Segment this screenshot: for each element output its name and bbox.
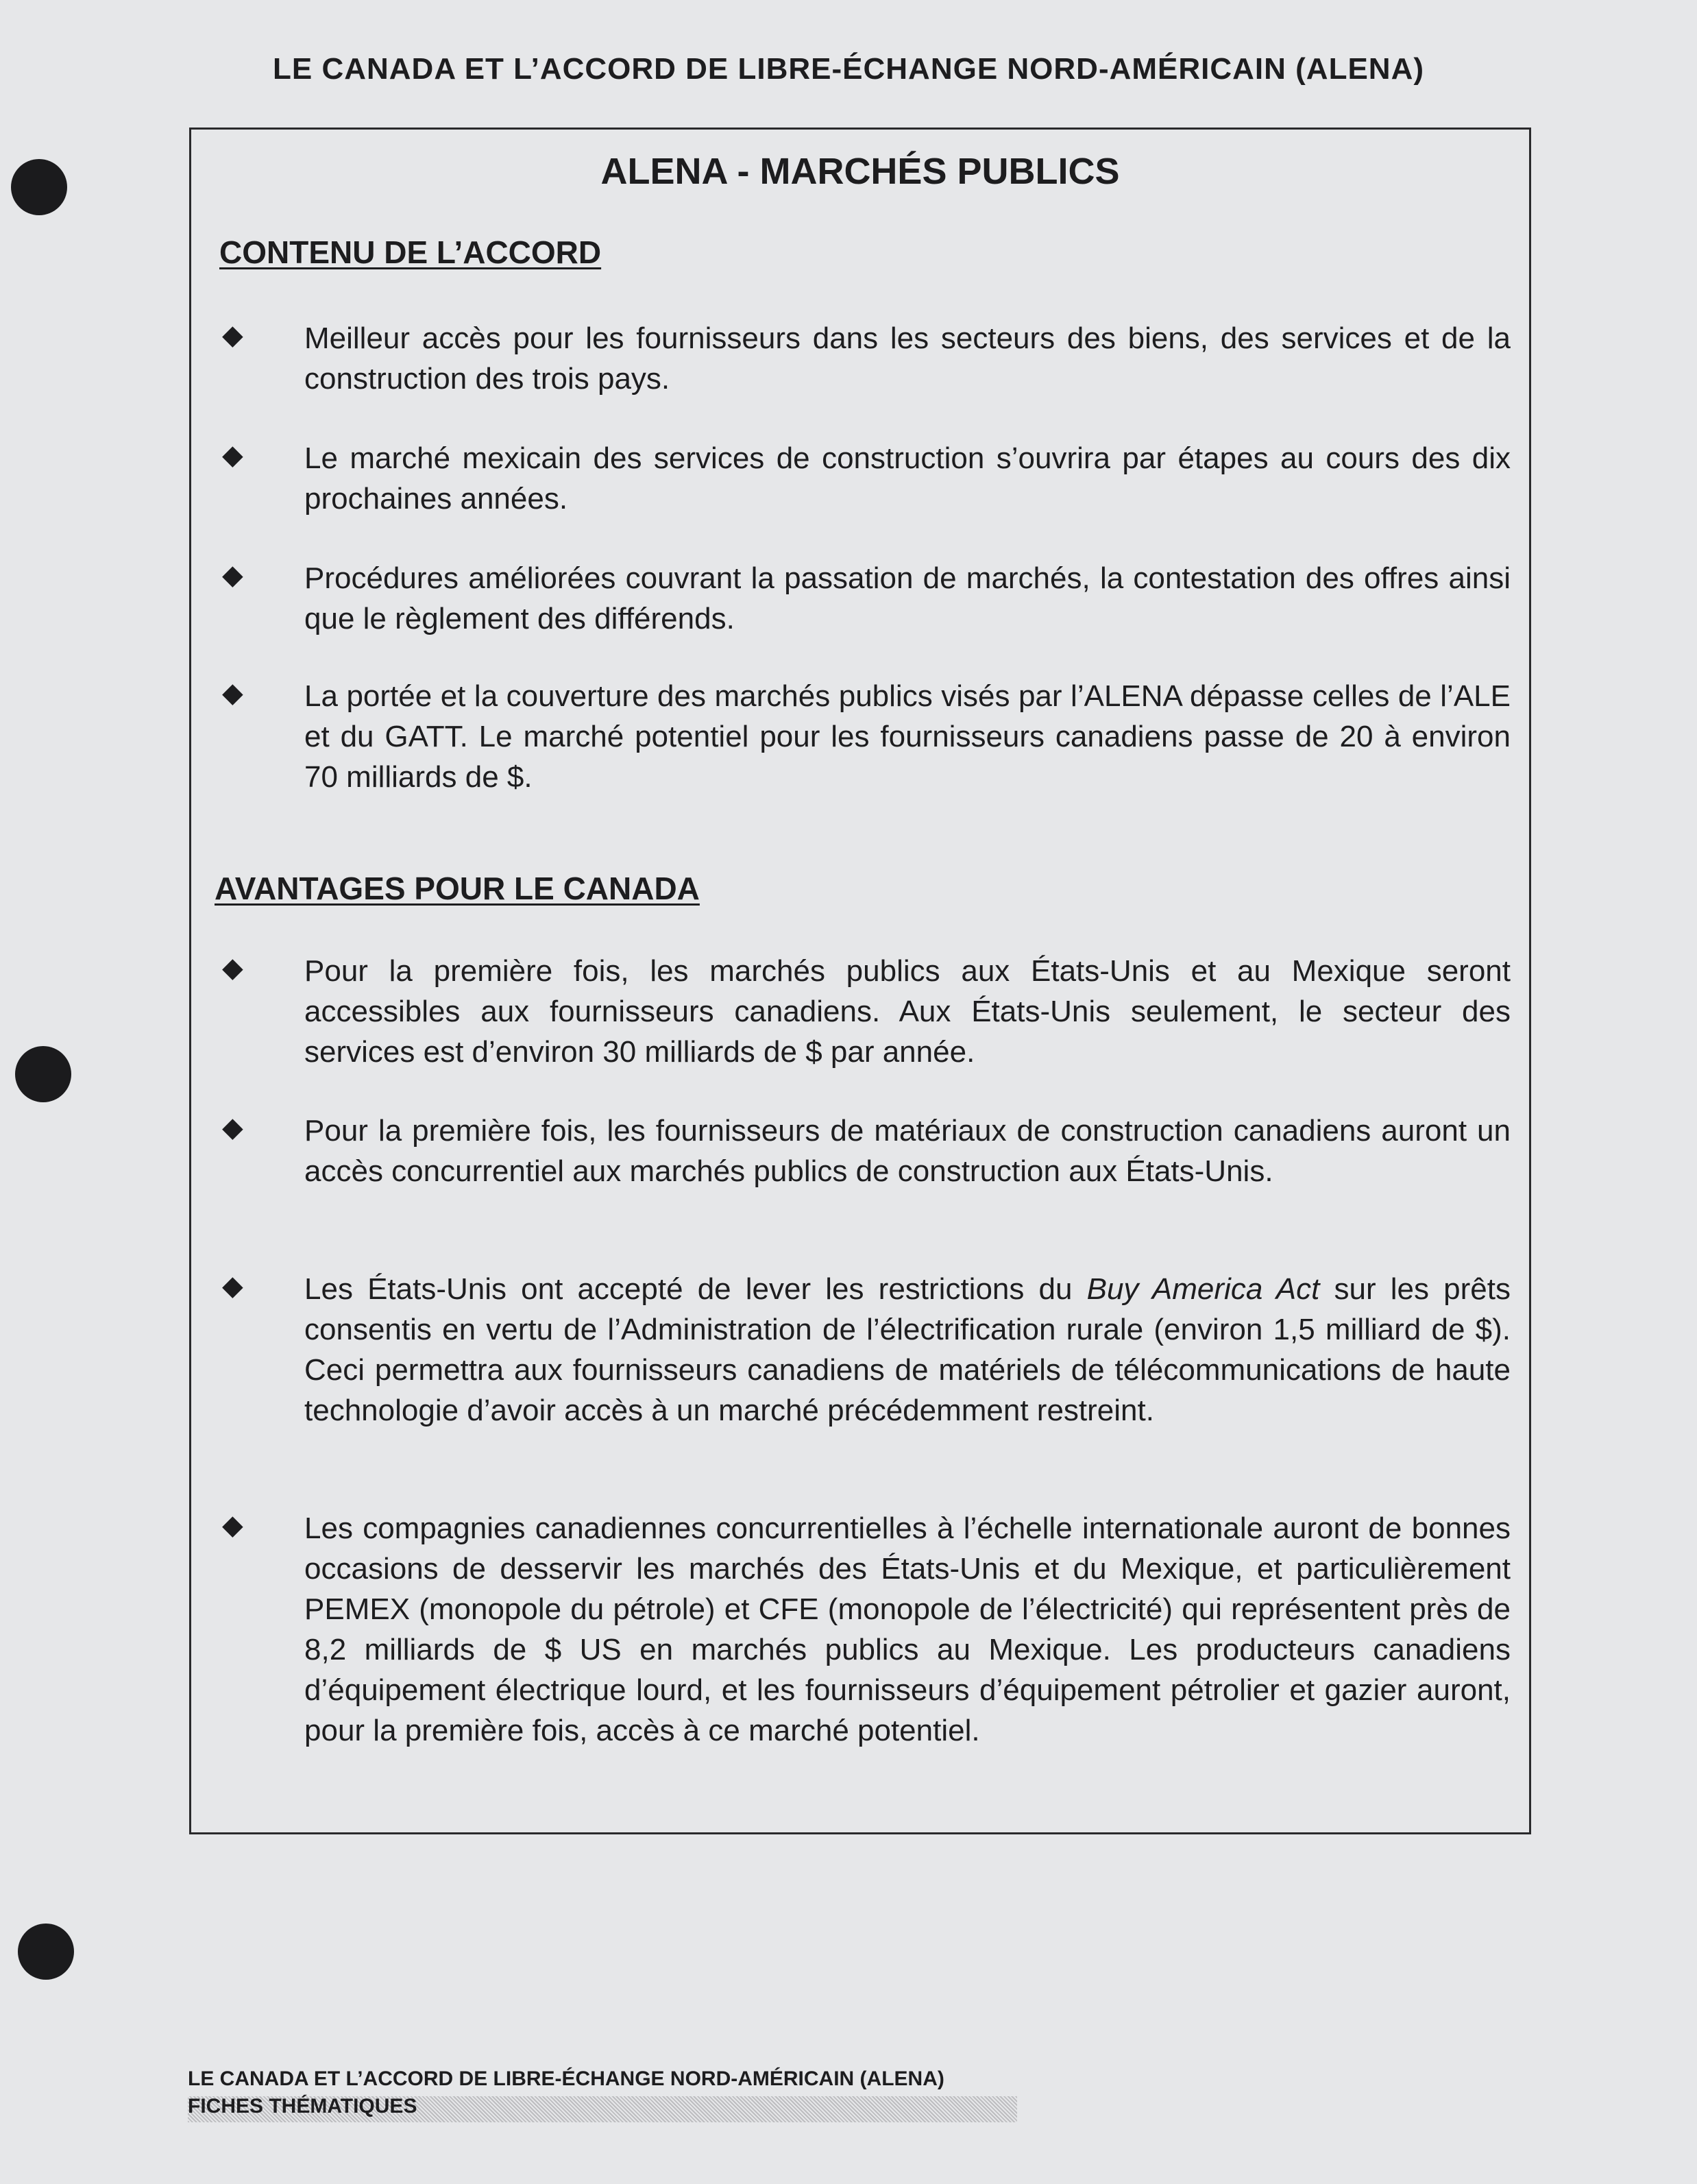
diamond-icon: ◆ [222,953,243,983]
footer-title: LE CANADA ET L’ACCORD DE LIBRE-ÉCHANGE NORD-AMÉRICAIN (ALENA) [188,2067,944,2090]
box-title: ALENA - MARCHÉS PUBLICS [600,151,1120,192]
diamond-icon: ◆ [222,560,243,590]
diamond-icon: ◆ [222,1113,243,1143]
diamond-icon: ◆ [222,320,243,350]
bullet-text: Procédures améliorées couvrant la passation de marchés, la contestation des offres ainsi que le règlement des différends. [304,561,1511,635]
diamond-icon: ◆ [222,1510,243,1540]
bullet-text: Pour la première fois, les fournisseurs de matériaux de construction canadiens auront un accès concurrentiel aux marchés publics de construction aux États-Unis. [304,1114,1511,1188]
bullet-text: La portée et la couverture des marchés publics visés par l’ALENA dépasse celles de l’ALE et du GATT. Le marché potentiel pour les fournisseurs canadiens passe de 20 à environ 70 milliards de $. [304,679,1511,794]
bullet-text: Meilleur accès pour les fournisseurs dans les secteurs des biens, des services et de la construction des trois pays. [304,321,1511,396]
diamond-icon: ◆ [222,678,243,708]
punch-hole-bottom [18,1924,74,1980]
bullet-text: Le marché mexicain des services de construction s’ouvrira par étapes au cours des dix prochaines années. [304,441,1511,515]
bullet-text-part: Les États-Unis ont accepté de lever les restrictions du [304,1272,1087,1306]
bullet-text: Les compagnies canadiennes concurrentielles à l’échelle internationale auront de bonnes occasions de desservir les marchés des États-Unis et du Mexique, et particulièrement PEMEX (monopole du pétrole) et CFE (monopole de l’électricité) qui représentent près de 8,2 milliards de $ US en marchés publics au Mexique. Les producteurs canadiens d’équipement électrique lourd, et les fournisseurs d’équipement pétrolier et gazier auront, pour la première fois, accès à ce marché potentiel. [304,1512,1511,1747]
content-box [189,128,1531,1834]
act-name: Buy America Act [1086,1272,1320,1306]
diamond-icon: ◆ [222,1271,243,1301]
page-header-title: LE CANADA ET L’ACCORD DE LIBRE-ÉCHANGE NORD-AMÉRICAIN (ALENA) [273,52,1424,86]
bullet-text [304,1269,1511,1431]
bullet-text-part: sur les prêts consentis en vertu de l’Administration de l’électrification rurale (environ 1,5 milliard de $). Ceci permettra aux fournisseurs canadiens de matériels de télécommunications de haute technologie d’avoir accès à un marché précédemment restreint. [304,1272,1511,1427]
punch-hole-top [11,159,67,215]
diamond-icon: ◆ [222,440,243,470]
bullet-text: Pour la première fois, les marchés publics aux États-Unis et au Mexique seront accessibles aux fournisseurs canadiens. Aux États-Unis seulement, le secteur des services est d’environ 30 milliards de $ par année. [304,954,1511,1069]
section-heading-avantages: AVANTAGES POUR LE CANADA [215,871,700,906]
footer-subtitle: FICHES THÉMATIQUES [188,2095,417,2118]
section-heading-contenu: CONTENU DE L’ACCORD [219,234,602,270]
punch-hole-middle [15,1046,71,1102]
